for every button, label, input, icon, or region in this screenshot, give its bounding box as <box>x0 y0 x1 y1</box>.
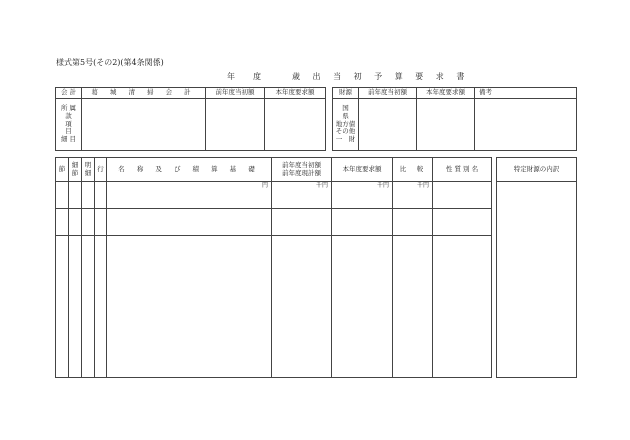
source-items <box>333 99 359 151</box>
funding-source-table <box>332 87 577 151</box>
main-table <box>55 157 492 378</box>
source-prev-cell[interactable] <box>359 99 417 151</box>
unit-senen-request: 千円 <box>332 182 393 209</box>
table-row <box>56 182 492 209</box>
source-chihousai: 地方債 <box>335 119 356 128</box>
account-name-cell[interactable] <box>82 99 206 151</box>
source-label: 財源 <box>333 88 359 99</box>
specific-funding-header: 特定財源の内訳 <box>497 158 577 182</box>
specific-funding-cell[interactable] <box>497 182 577 378</box>
category-kan: 款 <box>65 111 72 120</box>
col-request: 本年度要求額 <box>332 158 393 182</box>
col-type: 性 質 別 名 <box>433 158 492 182</box>
form-title: 年 度 歳 出 当 初 予 算 要 求 書 <box>227 72 470 81</box>
table-row <box>56 209 492 236</box>
category-moku: 目 <box>65 127 72 136</box>
remarks-header: 備考 <box>475 88 577 99</box>
this-request-cell[interactable] <box>265 99 326 151</box>
unit-senen-compare: 千円 <box>393 182 433 209</box>
category-labels <box>56 99 82 151</box>
col-meisai: 明 細 <box>82 158 95 182</box>
col-setsu: 節 <box>56 158 69 182</box>
category-shozoku: 所 属 <box>60 104 77 112</box>
account-table <box>55 87 326 151</box>
source-sonota: その他 <box>335 127 356 136</box>
source-ken: 県 <box>342 111 349 120</box>
source-request-header: 本年度要求額 <box>417 88 475 99</box>
col-saisetsu: 細 節 <box>69 158 82 182</box>
account-label: 会 計 <box>56 88 82 99</box>
account-name: 葛 城 清 掃 会 計 <box>82 88 206 99</box>
unit-yen: 円 <box>107 182 272 209</box>
col-compare: 比 較 <box>393 158 433 182</box>
remarks-cell[interactable] <box>475 99 577 151</box>
prev-budget-header: 前年度当初額 <box>206 88 265 99</box>
this-request-header: 本年度要求額 <box>265 88 326 99</box>
source-ippan: 一 財 <box>335 135 356 144</box>
prev-budget-cell[interactable] <box>206 99 265 151</box>
source-kuni: 国 <box>342 104 349 112</box>
category-kou: 項 <box>65 119 72 128</box>
category-saimoku: 細 目 <box>60 135 77 144</box>
source-prev-header: 前年度当初額 <box>359 88 417 99</box>
unit-senen-prev: 千円 <box>272 182 332 209</box>
table-row <box>56 236 492 378</box>
col-prev: 前年度当初額 前年度現計額 <box>272 158 332 182</box>
col-gyo: 行 <box>95 158 107 182</box>
specific-funding-table <box>496 157 577 378</box>
source-request-cell[interactable] <box>417 99 475 151</box>
col-name: 名 称 及 び 積 算 基 礎 <box>107 158 272 182</box>
form-number: 様式第5号(その2)(第4条関係) <box>56 58 164 67</box>
